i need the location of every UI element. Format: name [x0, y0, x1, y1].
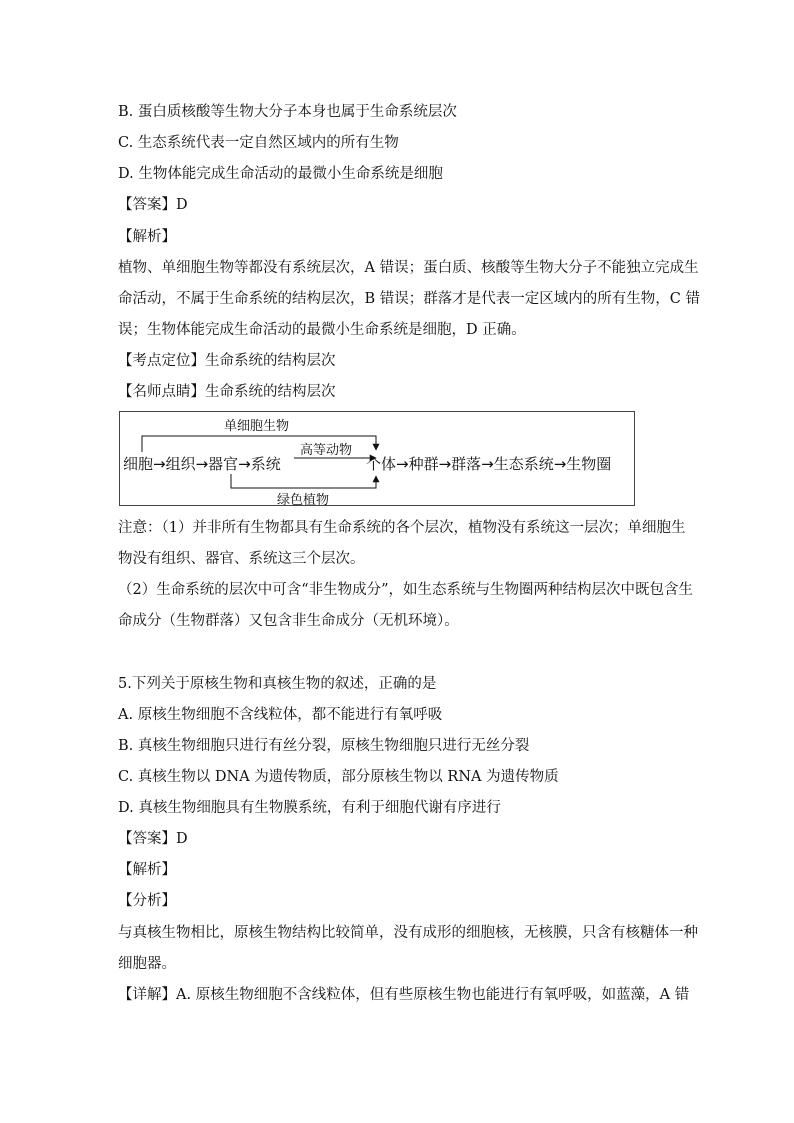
q5-xiangjie-line-1: 【详解】A. 原核生物细胞不含线粒体，但有些原核生物也能进行有氧呼吸，如蓝藻，A 错 — [118, 987, 690, 1003]
q5-analysis-heading: 【解析】 — [118, 862, 176, 878]
q5-option-c: C. 真核生物以 DNA 为遗传物质，部分原核生物以 RNA 为遗传物质 — [118, 769, 559, 785]
q4-analysis-line-3: 误；生物体能完成生命活动的最微小生命系统是细胞，D 正确。 — [118, 322, 526, 338]
q5-fenxi-heading: 【分析】 — [118, 893, 176, 909]
q5-option-d: D. 真核生物细胞具有生物膜系统，有利于细胞代谢有序进行 — [118, 800, 501, 816]
q4-option-c: C. 生态系统代表一定自然区域内的所有生物 — [118, 135, 399, 151]
q4-option-b: B. 蛋白质核酸等生物大分子本身也属于生命系统层次 — [118, 104, 457, 120]
q4-analysis-line-2: 命活动，不属于生命系统的结构层次，B 错误；群落才是代表一定区域内的所有生物，C 错 — [118, 291, 700, 307]
q5-answer: 【答案】D — [118, 831, 188, 847]
q5-stem: 5.下列关于原核生物和真核生物的叙述，正确的是 — [118, 676, 437, 692]
chain-individual-to-biosphere: 个体→种群→群落→生态系统→生物圈 — [366, 455, 612, 473]
arrow-green-plants-path — [231, 474, 376, 488]
q5-option-a: A. 原核生物细胞不含线粒体，都不能进行有氧呼吸 — [118, 707, 443, 723]
q5-fenxi-line-2: 细胞器。 — [118, 956, 176, 972]
q4-analysis-heading: 【解析】 — [118, 229, 176, 245]
q4-note-line-2: 物没有组织、器官、系统这三个层次。 — [118, 551, 365, 567]
label-green-plants: 绿色植物 — [277, 493, 330, 507]
q4-note-line-1: 注意：（1）并非所有生物都具有生命系统的各个层次，植物没有系统这一层次；单细胞生 — [118, 520, 686, 536]
q4-answer: 【答案】D — [118, 197, 188, 213]
label-higher-animals: 高等动物 — [300, 443, 353, 458]
q4-kaodian: 【考点定位】生命系统的结构层次 — [118, 353, 336, 369]
q5-fenxi-line-1: 与真核生物相比，原核生物结构比较简单，没有成形的细胞核，无核膜，只含有核糖体一种 — [118, 925, 698, 941]
q5-option-b: B. 真核生物细胞只进行有丝分裂，原核生物细胞只进行无丝分裂 — [118, 738, 530, 754]
chain-cell-to-system: 细胞→组织→器官→系统 — [123, 455, 281, 473]
life-system-hierarchy-diagram — [119, 411, 635, 506]
label-single-cell-organisms: 单细胞生物 — [224, 419, 290, 434]
q4-note-line-3: （2）生命系统的层次中可含“非生物成分”，如生态系统与生物圈两种结构层次中既包含生 — [118, 582, 694, 598]
q4-analysis-line-1: 植物、单细胞生物等都没有系统层次，A 错误；蛋白质、核酸等生物大分子不能独立完成生 — [118, 260, 699, 276]
q4-note-line-4: 命成分（生物群落）又包含非生命成分（无机环境）。 — [118, 613, 459, 629]
q4-option-d: D. 生物体能完成生命活动的最微小生命系统是细胞 — [118, 166, 443, 182]
q4-mingshi: 【名师点睛】生命系统的结构层次 — [118, 384, 336, 400]
hierarchy-svg — [120, 412, 636, 507]
